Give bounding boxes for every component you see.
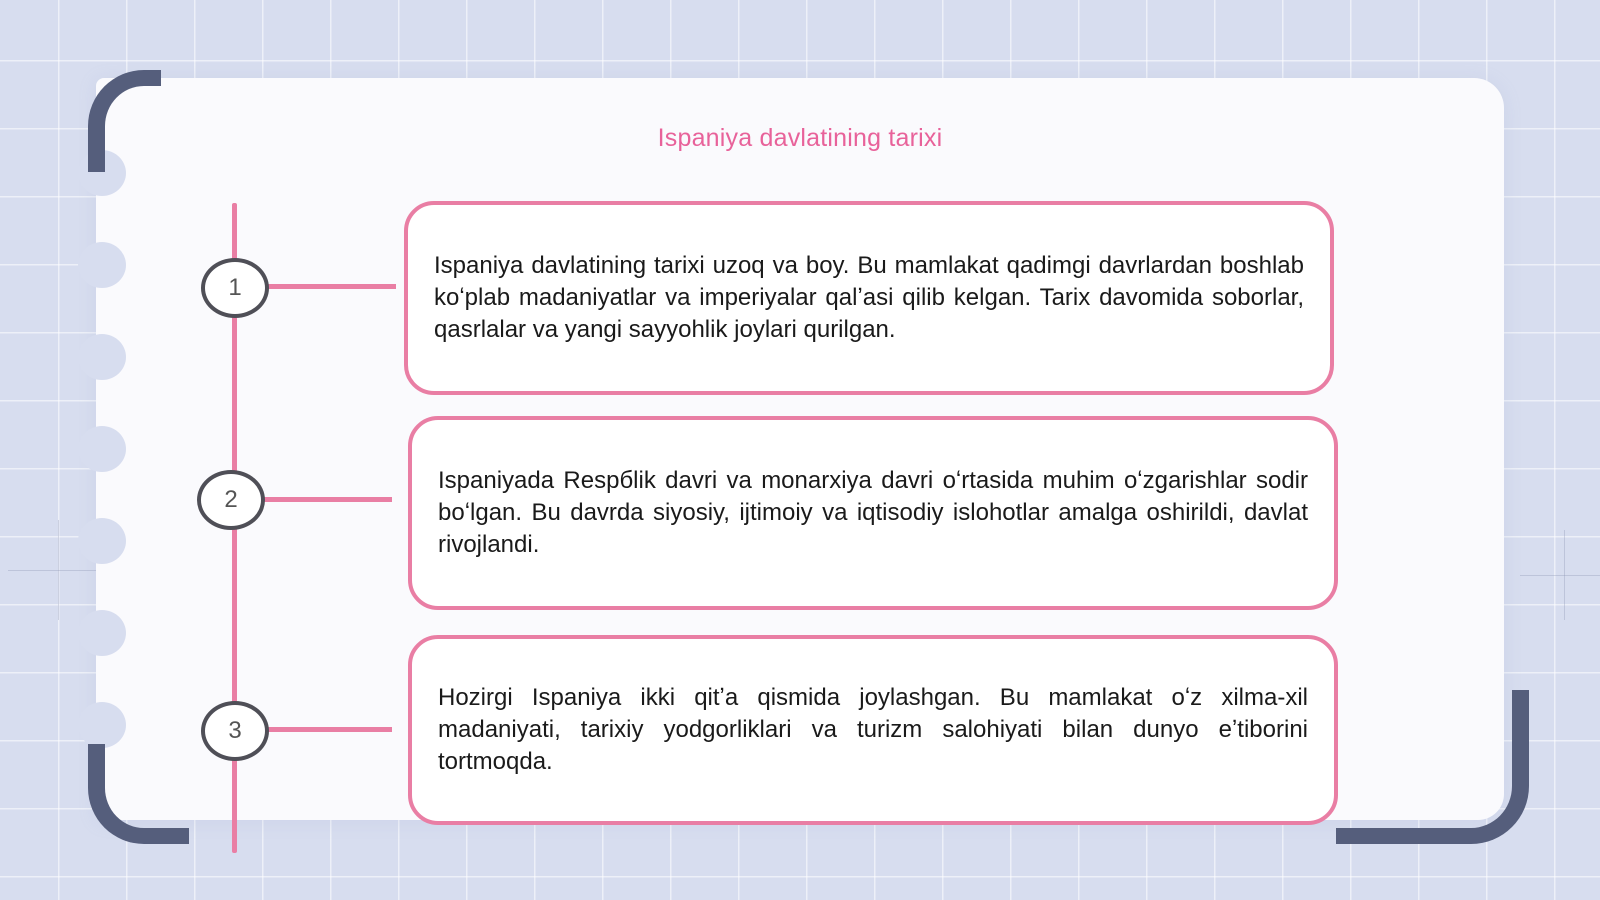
page-notch: [78, 702, 126, 748]
timeline-connector-1: [268, 284, 396, 289]
timeline-item-3: [408, 635, 1338, 825]
background-grid-mark: [1520, 575, 1600, 576]
timeline-item-1: [404, 201, 1334, 395]
timeline-marker-1: 1: [201, 258, 269, 318]
page-notch: [78, 334, 126, 380]
page-notch: [78, 518, 126, 564]
timeline-item-text: Hozirgi Ispaniya ikki qitʼa qismida joylashgan. Bu mamlakat oʻz xilma-xil madaniyati, tarixiy yodgorliklari va turizm salohiyati bilan dunyo eʼtiborini tortmoqda.: [438, 684, 1308, 775]
timeline-connector-3: [268, 727, 392, 732]
timeline-marker-3: 3: [201, 701, 269, 761]
timeline-item-2: [408, 416, 1338, 610]
timeline-item-text: Ispaniya davlatining tarixi uzoq va boy. Bu mamlakat qadimgi davrlardan boshlab koʻplab madaniyatlar va imperiyalar qalʼasi qilib kelgan. Tarix davomida soborlar, qasrlalar va yangi sayyohlik joylari qurilgan.: [434, 252, 1304, 343]
background-grid-mark: [8, 570, 108, 571]
timeline-connector-2: [264, 497, 392, 502]
timeline-marker-2: 2: [197, 470, 265, 530]
corner-bracket-bottom-left: [88, 744, 189, 844]
page-notch: [78, 426, 126, 472]
slide-title: Ispaniya davlatining tarixi: [657, 124, 943, 152]
corner-bracket-bottom-right: [1336, 690, 1529, 844]
page-notch: [78, 610, 126, 656]
timeline-item-text: Ispaniyada Respбlik davri va monarxiya davri oʻrtasida muhim oʻzgarishlar sodir boʻlgan. Bu davrda siyosiy, ijtimoiy va iqtisodiy islohotlar amalga oshirildi, davlat rivojlandi.: [438, 467, 1308, 558]
page-notch: [78, 242, 126, 288]
